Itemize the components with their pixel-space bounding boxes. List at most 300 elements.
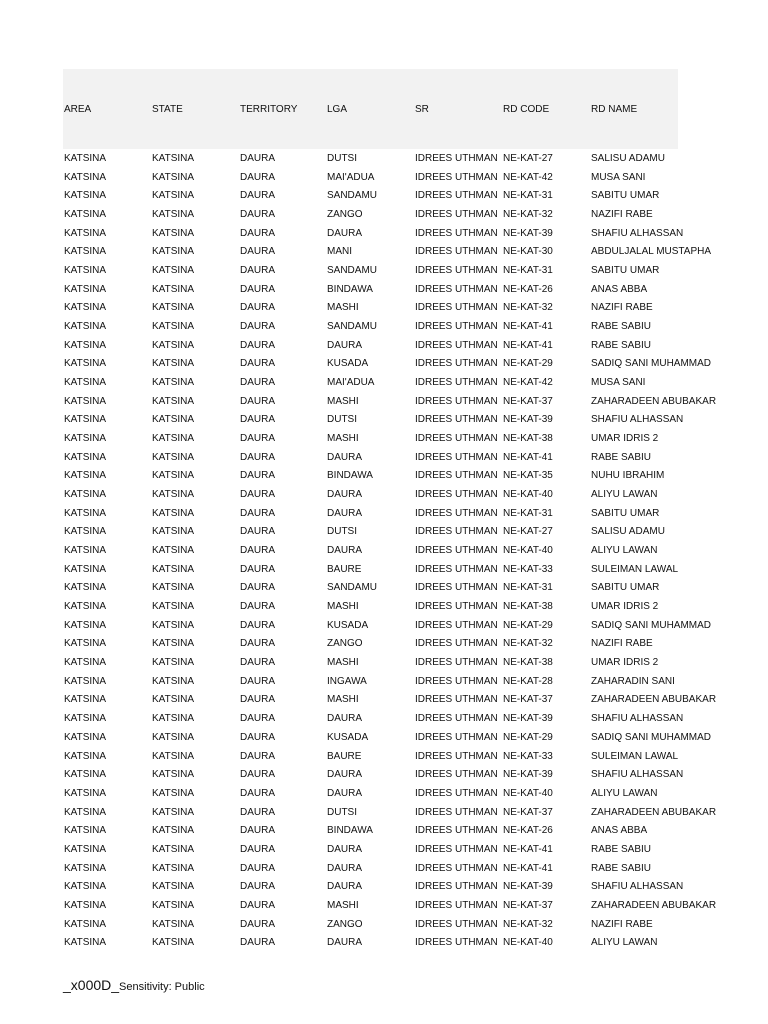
table-cell: NE-KAT-38 — [503, 657, 553, 669]
table-cell: NE-KAT-40 — [503, 489, 553, 501]
table-cell: NE-KAT-29 — [503, 731, 553, 743]
table-cell: IDREES UTHMAN — [415, 675, 498, 687]
table-row — [63, 393, 678, 412]
table-cell: KATSINA — [152, 246, 195, 258]
table-row — [63, 934, 678, 953]
table-cell: KATSINA — [152, 358, 195, 370]
table-row — [63, 729, 678, 748]
table-cell: IDREES UTHMAN — [415, 209, 498, 221]
table-cell: SABITU UMAR — [591, 265, 660, 277]
table-cell: IDREES UTHMAN — [415, 619, 498, 631]
table-cell: IDREES UTHMAN — [415, 358, 498, 370]
table-cell: SADIQ SANI MUHAMMAD — [591, 731, 712, 743]
table-row — [63, 281, 678, 300]
table-cell: KATSINA — [64, 190, 107, 202]
table-cell: KATSINA — [152, 209, 195, 221]
table-cell: NE-KAT-39 — [503, 227, 553, 239]
table-cell: KATSINA — [64, 601, 107, 613]
table-cell: DUTSI — [327, 414, 357, 426]
table-row — [63, 579, 678, 598]
table-cell: KATSINA — [64, 825, 107, 837]
table-cell: KATSINA — [152, 227, 195, 239]
table-row — [63, 673, 678, 692]
table-cell: KATSINA — [64, 619, 107, 631]
table-cell: KATSINA — [64, 843, 107, 855]
table-cell: KATSINA — [64, 153, 107, 164]
table-cell: DAURA — [240, 433, 276, 445]
table-cell: UMAR IDRIS 2 — [591, 657, 659, 669]
table-cell: MANI — [327, 246, 352, 258]
table-cell: MUSA SANI — [591, 377, 646, 389]
table-cell: DAURA — [327, 451, 363, 463]
table-cell: KATSINA — [152, 713, 195, 725]
table-cell: KATSINA — [152, 470, 195, 482]
table-cell: KUSADA — [327, 358, 369, 370]
table-cell: IDREES UTHMAN — [415, 694, 498, 706]
table-row — [63, 748, 678, 767]
table-cell: KATSINA — [152, 899, 195, 911]
table-cell: KATSINA — [64, 433, 107, 445]
table-row — [63, 766, 678, 785]
table-cell: KATSINA — [152, 582, 195, 594]
table-cell: NE-KAT-39 — [503, 769, 553, 781]
table-cell: KATSINA — [152, 265, 195, 277]
table-cell: RABE SABIU — [591, 339, 652, 351]
table-row — [63, 449, 678, 468]
table-cell: KATSINA — [152, 283, 195, 295]
table-cell: KATSINA — [64, 227, 107, 239]
table-cell: KATSINA — [64, 451, 107, 463]
table-cell: RABE SABIU — [591, 321, 652, 333]
table-cell: KATSINA — [64, 507, 107, 519]
table-row — [63, 598, 678, 617]
table-cell: DAURA — [240, 937, 276, 949]
table-cell: NE-KAT-42 — [503, 171, 553, 183]
table-cell: DAURA — [240, 619, 276, 631]
table-cell: NE-KAT-38 — [503, 601, 553, 613]
table-cell: NE-KAT-41 — [503, 843, 553, 855]
table-cell: MASHI — [327, 302, 359, 314]
table-cell: IDREES UTHMAN — [415, 769, 498, 781]
table-cell: KATSINA — [64, 713, 107, 725]
sensitivity-label: Sensitivity: Public — [119, 981, 205, 993]
table-cell: IDREES UTHMAN — [415, 601, 498, 613]
table-row — [63, 654, 678, 673]
table-row — [63, 150, 678, 169]
table-cell: MASHI — [327, 395, 359, 407]
table-cell: IDREES UTHMAN — [415, 451, 498, 463]
table-cell: IDREES UTHMAN — [415, 843, 498, 855]
table-cell: BAURE — [327, 750, 362, 762]
table-cell: NE-KAT-41 — [503, 451, 553, 463]
table-row — [63, 430, 678, 449]
distributor-table — [63, 69, 717, 953]
table-cell: DAURA — [240, 526, 276, 538]
table-cell: DAURA — [240, 675, 276, 687]
table-cell: DAURA — [327, 843, 363, 855]
table-cell: DAURA — [240, 171, 276, 183]
table-cell: KATSINA — [152, 937, 195, 949]
table-cell: NE-KAT-37 — [503, 806, 553, 818]
table-cell: SANDAMU — [327, 321, 378, 333]
table-cell: NE-KAT-41 — [503, 862, 553, 874]
table-cell: IDREES UTHMAN — [415, 190, 498, 202]
table-cell: NE-KAT-33 — [503, 563, 553, 575]
table-cell: DAURA — [240, 246, 276, 258]
table-cell: NAZIFI RABE — [591, 918, 653, 930]
header-area: AREA — [64, 103, 92, 115]
table-cell: NAZIFI RABE — [591, 209, 653, 221]
table-cell: UMAR IDRIS 2 — [591, 601, 659, 613]
table-cell: IDREES UTHMAN — [415, 713, 498, 725]
table-cell: IDREES UTHMAN — [415, 433, 498, 445]
table-cell: SADIQ SANI MUHAMMAD — [591, 619, 712, 631]
table-cell: SABITU UMAR — [591, 507, 660, 519]
table-cell: KATSINA — [152, 507, 195, 519]
table-cell: DAURA — [240, 806, 276, 818]
table-cell: ZAHARADEEN ABUBAKAR — [591, 694, 717, 706]
table-cell: DUTSI — [327, 806, 357, 818]
table-cell: NE-KAT-38 — [503, 433, 553, 445]
table-cell: KATSINA — [64, 470, 107, 482]
table-cell: IDREES UTHMAN — [415, 171, 498, 183]
table-cell: NE-KAT-27 — [503, 153, 553, 164]
table-cell: NE-KAT-37 — [503, 899, 553, 911]
table-cell: DUTSI — [327, 526, 357, 538]
table-cell: IDREES UTHMAN — [415, 302, 498, 314]
table-cell: MAI'ADUA — [327, 171, 375, 183]
table-cell: IDREES UTHMAN — [415, 899, 498, 911]
table-row — [63, 691, 678, 710]
table-cell: RABE SABIU — [591, 862, 652, 874]
table-cell: IDREES UTHMAN — [415, 246, 498, 258]
table-cell: ZAHARADEEN ABUBAKAR — [591, 806, 717, 818]
table-cell: DAURA — [240, 209, 276, 221]
table-cell: IDREES UTHMAN — [415, 395, 498, 407]
table-cell: DAURA — [327, 227, 363, 239]
table-cell: IDREES UTHMAN — [415, 526, 498, 538]
table-cell: SULEIMAN LAWAL — [591, 750, 679, 762]
table-cell: DAURA — [240, 638, 276, 650]
table-cell: BINDAWA — [327, 470, 373, 482]
table-cell: SHAFIU ALHASSAN — [591, 881, 684, 893]
table-cell: DAURA — [240, 713, 276, 725]
table-row — [63, 523, 678, 542]
table-cell: KATSINA — [152, 489, 195, 501]
table-cell: KATSINA — [64, 395, 107, 407]
table-cell: IDREES UTHMAN — [415, 507, 498, 519]
table-cell: KATSINA — [64, 881, 107, 893]
table-cell: DAURA — [240, 825, 276, 837]
table-cell: KATSINA — [152, 526, 195, 538]
table-cell: SANDAMU — [327, 190, 378, 202]
table-cell: KATSINA — [152, 414, 195, 426]
table-cell: IDREES UTHMAN — [415, 825, 498, 837]
table-row — [63, 916, 678, 935]
table-cell: IDREES UTHMAN — [415, 881, 498, 893]
table-cell: KATSINA — [64, 862, 107, 874]
table-cell: NE-KAT-37 — [503, 694, 553, 706]
table-cell: IDREES UTHMAN — [415, 582, 498, 594]
table-cell: IDREES UTHMAN — [415, 321, 498, 333]
table-cell: DAURA — [240, 731, 276, 743]
table-cell: KATSINA — [152, 787, 195, 799]
table-cell: ANAS ABBA — [591, 283, 648, 295]
table-cell: KATSINA — [64, 638, 107, 650]
table-cell: KATSINA — [64, 171, 107, 183]
table-cell: ALIYU LAWAN — [591, 937, 658, 949]
header-sr: SR — [415, 103, 429, 115]
table-cell: DAURA — [240, 489, 276, 501]
table-cell: KATSINA — [64, 918, 107, 930]
table-cell: DAURA — [327, 862, 363, 874]
table-row — [63, 225, 678, 244]
table-cell: DAURA — [240, 507, 276, 519]
table-cell: KATSINA — [64, 545, 107, 557]
table-cell: IDREES UTHMAN — [415, 862, 498, 874]
table-cell: IDREES UTHMAN — [415, 414, 498, 426]
table-cell: KATSINA — [64, 489, 107, 501]
table-cell: DAURA — [240, 190, 276, 202]
table-cell: KATSINA — [64, 937, 107, 949]
table-row — [63, 785, 678, 804]
table-cell: ANAS ABBA — [591, 825, 648, 837]
table-cell: NE-KAT-37 — [503, 395, 553, 407]
table-cell: SHAFIU ALHASSAN — [591, 769, 684, 781]
table-cell: KATSINA — [64, 377, 107, 389]
table-row — [63, 710, 678, 729]
table-cell: KATSINA — [152, 601, 195, 613]
table-cell: KATSINA — [152, 619, 195, 631]
table-cell: DAURA — [327, 489, 363, 501]
table-cell: DAURA — [240, 862, 276, 874]
table-cell: NE-KAT-31 — [503, 265, 553, 277]
table-cell: ZANGO — [327, 638, 363, 650]
table-cell: KATSINA — [152, 321, 195, 333]
table-cell: IDREES UTHMAN — [415, 470, 498, 482]
table-row — [63, 187, 678, 206]
table-cell: MASHI — [327, 433, 359, 445]
table-row — [63, 505, 678, 524]
table-cell: IDREES UTHMAN — [415, 787, 498, 799]
table-cell: IDREES UTHMAN — [415, 806, 498, 818]
table-cell: KATSINA — [64, 750, 107, 762]
header-state: STATE — [152, 103, 183, 115]
table-cell: DAURA — [327, 339, 363, 351]
table-cell: IDREES UTHMAN — [415, 489, 498, 501]
table-cell: KATSINA — [152, 731, 195, 743]
table-cell: DAURA — [240, 227, 276, 239]
table-cell: DAURA — [327, 787, 363, 799]
table-cell: DAURA — [240, 302, 276, 314]
table-cell: DAURA — [240, 377, 276, 389]
table-cell: IDREES UTHMAN — [415, 918, 498, 930]
footer-code: _x000D_ — [63, 977, 120, 993]
table-cell: MASHI — [327, 601, 359, 613]
table-cell: NE-KAT-32 — [503, 302, 553, 314]
table-cell: DAURA — [240, 321, 276, 333]
table-cell: KATSINA — [64, 899, 107, 911]
table-cell: INGAWA — [327, 675, 367, 687]
table-row — [63, 878, 678, 897]
table-cell: SANDAMU — [327, 582, 378, 594]
table-cell: KATSINA — [64, 731, 107, 743]
table-cell: KATSINA — [152, 153, 195, 164]
table-cell: KATSINA — [64, 769, 107, 781]
table-row — [63, 206, 678, 225]
table-row — [63, 897, 678, 916]
table-cell: ZAHARADIN SANI — [591, 675, 675, 687]
table-cell: KATSINA — [152, 750, 195, 762]
table-cell: SALISU ADAMU — [591, 526, 665, 538]
table-cell: DAURA — [240, 899, 276, 911]
distributor-table-container — [63, 69, 717, 953]
table-cell: NE-KAT-26 — [503, 283, 553, 295]
table-cell: KATSINA — [64, 787, 107, 799]
table-cell: KATSINA — [152, 675, 195, 687]
table-cell: KATSINA — [64, 675, 107, 687]
table-cell: NE-KAT-39 — [503, 414, 553, 426]
table-row — [63, 561, 678, 580]
table-cell: KATSINA — [152, 171, 195, 183]
table-cell: ZANGO — [327, 209, 363, 221]
table-cell: DAURA — [327, 937, 363, 949]
table-row — [63, 486, 678, 505]
table-cell: NE-KAT-39 — [503, 713, 553, 725]
table-cell: IDREES UTHMAN — [415, 545, 498, 557]
table-cell: NAZIFI RABE — [591, 302, 653, 314]
table-row — [63, 542, 678, 561]
table-row — [63, 467, 678, 486]
table-row — [63, 169, 678, 188]
table-row — [63, 841, 678, 860]
table-cell: DAURA — [327, 881, 363, 893]
table-cell: DAURA — [240, 153, 276, 164]
table-cell: IDREES UTHMAN — [415, 153, 498, 164]
table-cell: SANDAMU — [327, 265, 378, 277]
table-cell: NE-KAT-26 — [503, 825, 553, 837]
header-territory: TERRITORY — [240, 103, 298, 115]
table-cell: ALIYU LAWAN — [591, 489, 658, 501]
table-cell: NE-KAT-30 — [503, 246, 553, 258]
table-cell: ALIYU LAWAN — [591, 787, 658, 799]
table-cell: KATSINA — [152, 825, 195, 837]
table-cell: UMAR IDRIS 2 — [591, 433, 659, 445]
table-cell: KATSINA — [152, 302, 195, 314]
table-cell: DAURA — [240, 545, 276, 557]
table-cell: NE-KAT-41 — [503, 321, 553, 333]
table-row — [63, 411, 678, 430]
table-cell: DAURA — [240, 358, 276, 370]
table-row — [63, 617, 678, 636]
table-row — [63, 374, 678, 393]
table-cell: NE-KAT-32 — [503, 918, 553, 930]
table-row — [63, 635, 678, 654]
table-cell: DAURA — [327, 713, 363, 725]
table-cell: DAURA — [240, 265, 276, 277]
table-cell: KATSINA — [64, 582, 107, 594]
table-cell: SABITU UMAR — [591, 582, 660, 594]
table-cell: NE-KAT-28 — [503, 675, 553, 687]
table-cell: KATSINA — [152, 806, 195, 818]
footer — [63, 977, 205, 995]
table-cell: IDREES UTHMAN — [415, 937, 498, 949]
table-cell: KATSINA — [152, 638, 195, 650]
table-cell: DAURA — [240, 843, 276, 855]
table-cell: NE-KAT-32 — [503, 638, 553, 650]
table-cell: DUTSI — [327, 153, 357, 164]
table-cell: KATSINA — [64, 526, 107, 538]
header-rd-name: RD NAME — [591, 103, 638, 115]
table-cell: KATSINA — [64, 209, 107, 221]
table-cell: SABITU UMAR — [591, 190, 660, 202]
table-cell: DAURA — [327, 507, 363, 519]
table-cell: KATSINA — [152, 451, 195, 463]
table-cell: MASHI — [327, 657, 359, 669]
table-row — [63, 337, 678, 356]
table-cell: SULEIMAN LAWAL — [591, 563, 679, 575]
table-cell: ABDULJALAL MUSTAPHA — [591, 246, 712, 258]
table-cell: SHAFIU ALHASSAN — [591, 414, 684, 426]
table-cell: KATSINA — [152, 769, 195, 781]
table-cell: DAURA — [240, 881, 276, 893]
table-cell: KATSINA — [152, 545, 195, 557]
table-cell: KATSINA — [152, 339, 195, 351]
table-cell: KATSINA — [152, 433, 195, 445]
table-cell: DAURA — [240, 451, 276, 463]
table-cell: NE-KAT-40 — [503, 937, 553, 949]
table-cell: DAURA — [327, 769, 363, 781]
table-cell: NE-KAT-31 — [503, 582, 553, 594]
table-cell: MUSA SANI — [591, 171, 646, 183]
table-cell: DAURA — [240, 582, 276, 594]
table-cell: NE-KAT-40 — [503, 545, 553, 557]
table-cell: KATSINA — [64, 339, 107, 351]
table-body — [63, 149, 717, 953]
table-cell: ZAHARADEEN ABUBAKAR — [591, 899, 717, 911]
table-cell: NE-KAT-29 — [503, 358, 553, 370]
table-cell: IDREES UTHMAN — [415, 731, 498, 743]
table-cell: NE-KAT-31 — [503, 507, 553, 519]
table-cell: ZAHARADEEN ABUBAKAR — [591, 395, 717, 407]
table-cell: KATSINA — [152, 395, 195, 407]
table-cell: KATSINA — [152, 918, 195, 930]
table-cell: NE-KAT-29 — [503, 619, 553, 631]
table-cell: RABE SABIU — [591, 843, 652, 855]
table-cell: DAURA — [240, 414, 276, 426]
table-cell: KATSINA — [64, 246, 107, 258]
table-cell: NE-KAT-35 — [503, 470, 553, 482]
header-rd-code: RD CODE — [503, 103, 550, 115]
table-header — [63, 69, 678, 149]
table-cell: IDREES UTHMAN — [415, 377, 498, 389]
table-cell: KATSINA — [152, 843, 195, 855]
table-cell: MASHI — [327, 899, 359, 911]
table-row — [63, 355, 678, 374]
table-cell: KATSINA — [64, 694, 107, 706]
table-cell: IDREES UTHMAN — [415, 283, 498, 295]
table-cell: KATSINA — [152, 657, 195, 669]
header-lga: LGA — [327, 103, 348, 115]
table-cell: KATSINA — [152, 862, 195, 874]
table-row — [63, 318, 678, 337]
table-cell: KATSINA — [64, 414, 107, 426]
table-cell: KATSINA — [64, 358, 107, 370]
table-cell: IDREES UTHMAN — [415, 563, 498, 575]
table-cell: IDREES UTHMAN — [415, 638, 498, 650]
table-cell: KATSINA — [152, 190, 195, 202]
header-row — [63, 69, 678, 149]
